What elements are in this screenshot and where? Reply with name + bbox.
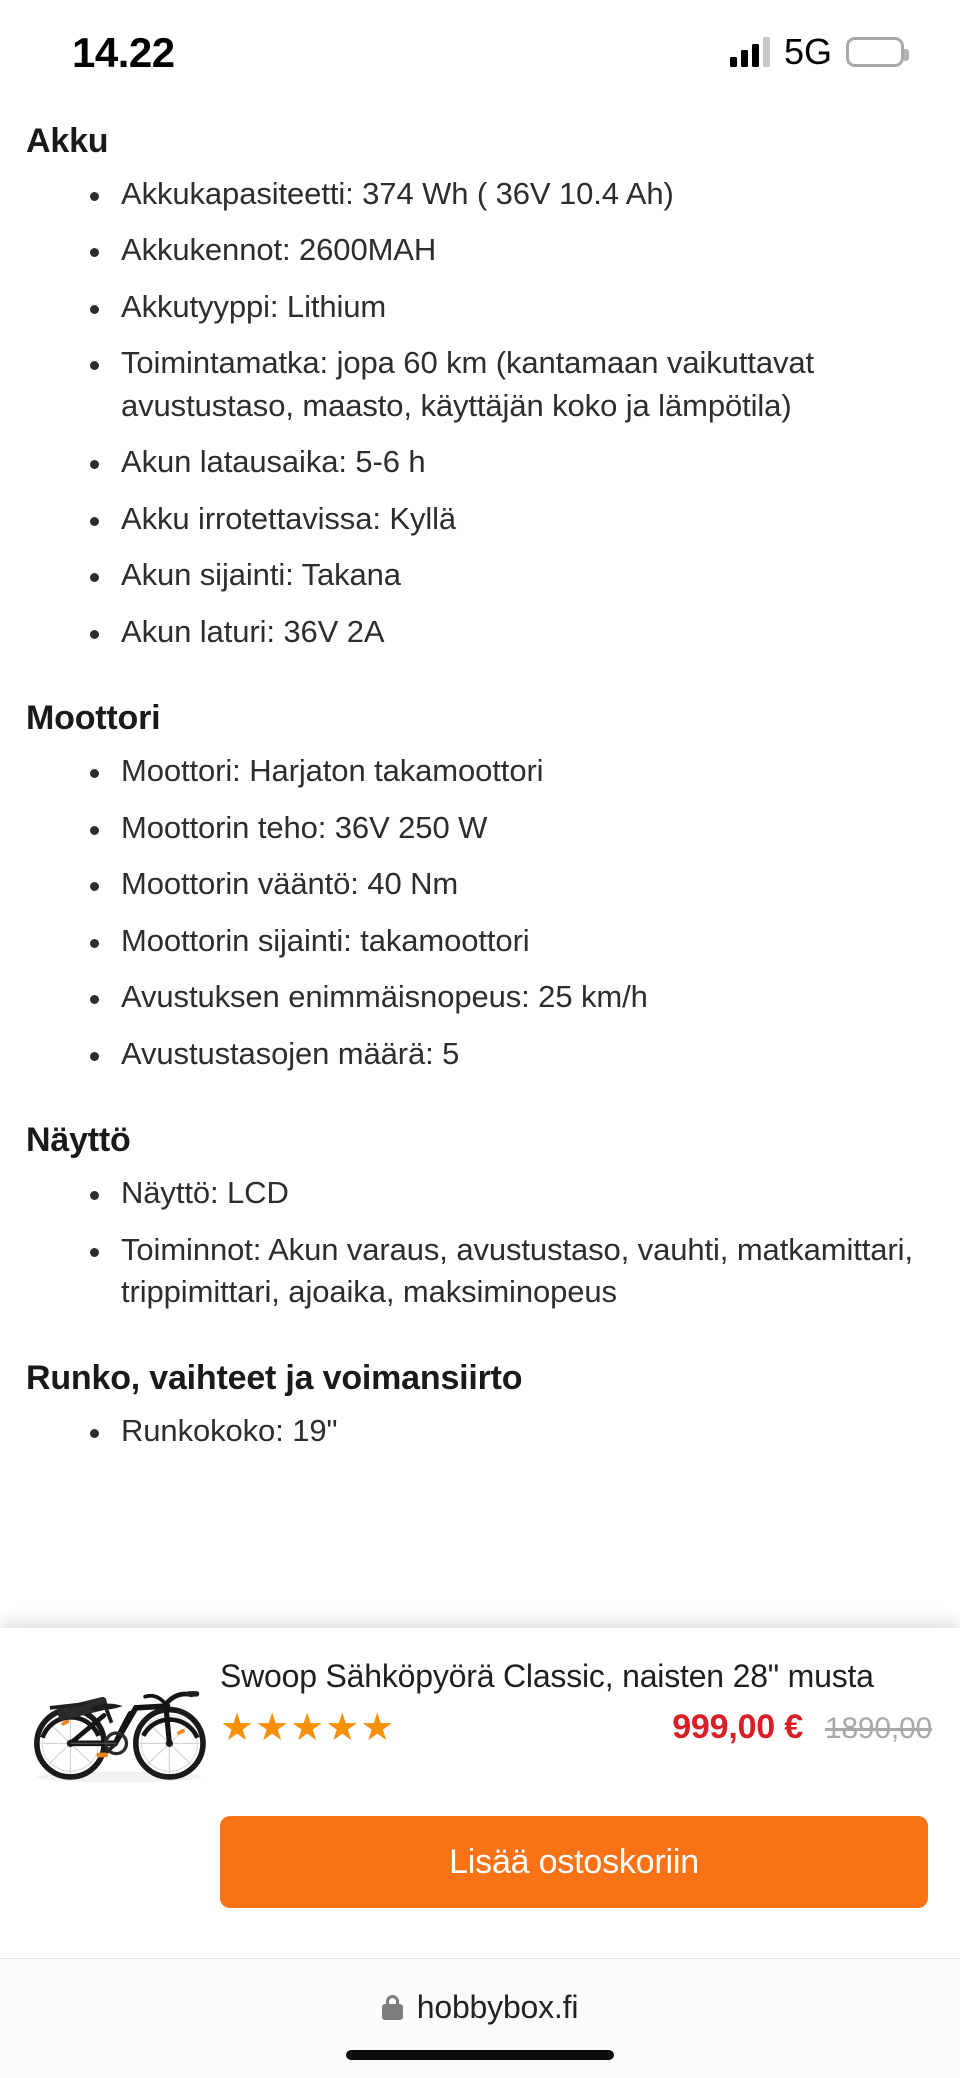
- rating-stars: ★★★★★: [220, 1706, 396, 1749]
- list-item: Akkukapasiteetti: 374 Wh ( 36V 10.4 Ah): [26, 173, 934, 215]
- home-indicator[interactable]: [346, 2050, 614, 2060]
- current-price: 999,00 €: [672, 1708, 803, 1746]
- list-item: Moottorin teho: 36V 250 W: [26, 807, 934, 849]
- section-title-runko: Runko, vaihteet ja voimansiirto: [26, 1359, 523, 1398]
- spec-list-akku: [26, 173, 934, 653]
- original-price: 1890,00: [824, 1712, 932, 1745]
- url-text: hobbybox.fi: [416, 1989, 579, 2025]
- signal-bars-icon: [730, 37, 770, 67]
- network-type-label: 5G: [783, 31, 832, 72]
- list-item: Akun sijainti: Takana: [26, 554, 934, 596]
- sticky-product-bar: [0, 1628, 960, 1958]
- battery-full-icon: [846, 37, 904, 67]
- add-to-cart-button[interactable]: Lisää ostoskoriin: [220, 1816, 928, 1908]
- bicycle-thumbnail[interactable]: [24, 1650, 214, 1790]
- section-title-naytto: Näyttö: [26, 1121, 131, 1160]
- list-item: Moottorin sijainti: takamoottori: [26, 920, 934, 962]
- product-specs-scroll-area[interactable]: [0, 100, 960, 1640]
- price-group: [672, 1708, 932, 1747]
- product-summary-row: [24, 1650, 936, 1790]
- list-item: Avustuksen enimmäisnopeus: 25 km/h: [26, 976, 934, 1018]
- list-item: Akku irrotettavissa: Kyllä: [26, 498, 934, 540]
- list-item: Avustustasojen määrä: 5: [26, 1033, 934, 1075]
- url-display[interactable]: [382, 1989, 578, 2026]
- list-item: Moottori: Harjaton takamoottori: [26, 750, 934, 792]
- status-bar: [0, 0, 960, 100]
- spec-list-moottori: [26, 750, 934, 1075]
- section-title-akku: Akku: [26, 122, 109, 160]
- spec-list-runko: [26, 1410, 934, 1452]
- spec-list-naytto: [26, 1172, 934, 1313]
- status-time: 14.22: [72, 29, 175, 76]
- list-item: Runkokoko: 19": [26, 1410, 934, 1452]
- browser-footer: [0, 1958, 960, 2078]
- list-item: Akkukennot: 2600MAH: [26, 229, 934, 271]
- product-title[interactable]: Swoop Sähköpyörä Classic, naisten 28" musta: [220, 1658, 874, 1694]
- status-indicators: [730, 27, 904, 73]
- list-item: Akun laturi: 36V 2A: [26, 611, 934, 653]
- list-item: Akun latausaika: 5-6 h: [26, 441, 934, 483]
- section-title-moottori: Moottori: [26, 699, 161, 738]
- list-item: Moottorin vääntö: 40 Nm: [26, 863, 934, 905]
- product-info: [220, 1650, 936, 1747]
- list-item: Näyttö: LCD: [26, 1172, 934, 1214]
- list-item: Toiminnot: Akun varaus, avustustaso, vauhti, matkamittari, trippimittari, ajoaika, maksiminopeus: [26, 1229, 934, 1314]
- rating-and-price-row: [220, 1708, 936, 1747]
- lock-icon: [382, 1995, 403, 2020]
- list-item: Akkutyyppi: Lithium: [26, 286, 934, 328]
- list-item: Toimintamatka: jopa 60 km (kantamaan vaikuttavat avustustaso, maasto, käyttäjän koko ja lämpötila): [26, 342, 934, 427]
